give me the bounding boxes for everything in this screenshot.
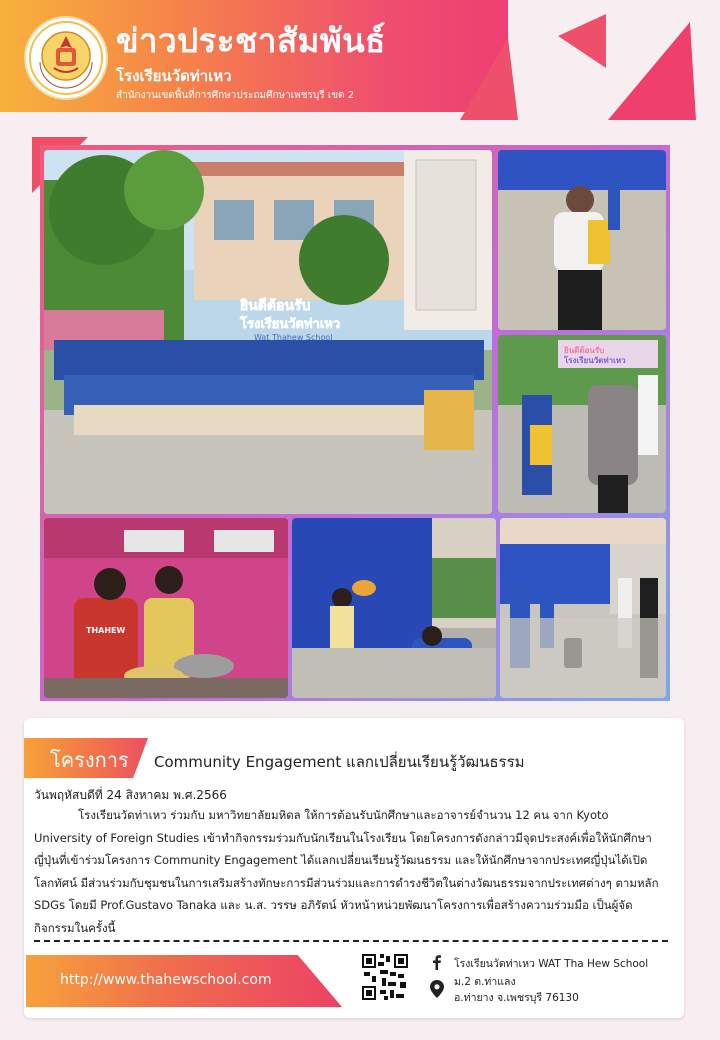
- office-name: สำนักงานเขตพื้นที่การศึกษาประถมศึกษาเพชรบุรี เขต 2: [116, 90, 355, 101]
- cooking-photo: [44, 518, 288, 698]
- activity-sign-text: ยินดีต้อนรับ: [564, 346, 605, 355]
- article-title: Community Engagement แลกเปลี่ยนเรียนรู้วัฒนธรรม: [154, 753, 525, 771]
- shirt-text: THAHEW: [86, 626, 126, 635]
- address-line-1: ม.2 ต.ท่าแลง: [454, 976, 516, 988]
- article-tag-label: โครงการ: [50, 748, 129, 772]
- basket-game-photo: [292, 518, 496, 698]
- hall-photo: [500, 518, 666, 698]
- qr-code[interactable]: [360, 952, 410, 1002]
- activity-sign-school: โรงเรียนวัดท่าเหว: [564, 356, 626, 365]
- welcome-sign-text: ยินดีต้อนรับ: [240, 298, 311, 314]
- school-name: โรงเรียนวัดท่าเหว: [116, 67, 232, 85]
- hug-photo: [498, 150, 666, 330]
- divider: [34, 940, 668, 942]
- school-sign-text: โรงเรียนวัดท่าเหว: [240, 317, 341, 332]
- address-line-2: อ.ท่ายาง จ.เพชรบุรี 76130: [454, 992, 579, 1004]
- page-title: ข่าวประชาสัมพันธ์: [116, 21, 386, 60]
- article-date: วันพฤหัสบดีที่ 24 สิงหาคม พ.ศ.2566: [34, 788, 227, 802]
- website-link[interactable]: http://www.thahewschool.com: [60, 972, 272, 988]
- activity-photo: [498, 335, 666, 513]
- header-decoration: [440, 0, 720, 130]
- facebook-page-name[interactable]: โรงเรียนวัดท่าเหว WAT Tha Hew School: [454, 958, 649, 970]
- article-paragraph: โรงเรียนวัดท่าเหว ร่วมกับ มหาวิทยาลัยมหิดล ให้การต้อนรับนักศึกษาและอาจารย์จำนวน 12 คน จาก Kyoto University of Foreign Studies เข้าทำกิจกรรมร่วมกับนักเรียนในโรงเรียน โดยโครงการดังกล่าวมีจุดประสงค์เพื่อให้นักศึกษาญี่ปุ่นที่เข้าร่วมโครงการ Community Engagement ได้แลกเปลี่ยนเรียนรู้วัฒนธรรม และให้นักศึกษาจากประเทศญี่ปุ่นได้เปิดโลกทัศน์ มีส่วนร่วมกับชุมชนในการเสริมสร้างทักษะการมีส่วนร่วมและการดำรงชีวิตในต่างวัฒนธรรมจากประเทศต่างๆ ตามหลัก SDGs โดยมี Prof.Gustavo Tanaka และ น.ส. วรรษ อภิรัตน์ หัวหน้าหน่วยพัฒนาโครงการเพื่อสร้างความร่วมมือ เป็นผู้จัดกิจกรรมในครั้งนี้: [34, 808, 659, 935]
- group-photo: [44, 150, 492, 514]
- facebook-icon[interactable]: [430, 954, 444, 970]
- school-logo: [24, 16, 108, 100]
- map-pin-icon: [430, 980, 444, 998]
- school-sign-en: Wat Thahew School: [254, 333, 333, 342]
- article-body: [34, 804, 660, 939]
